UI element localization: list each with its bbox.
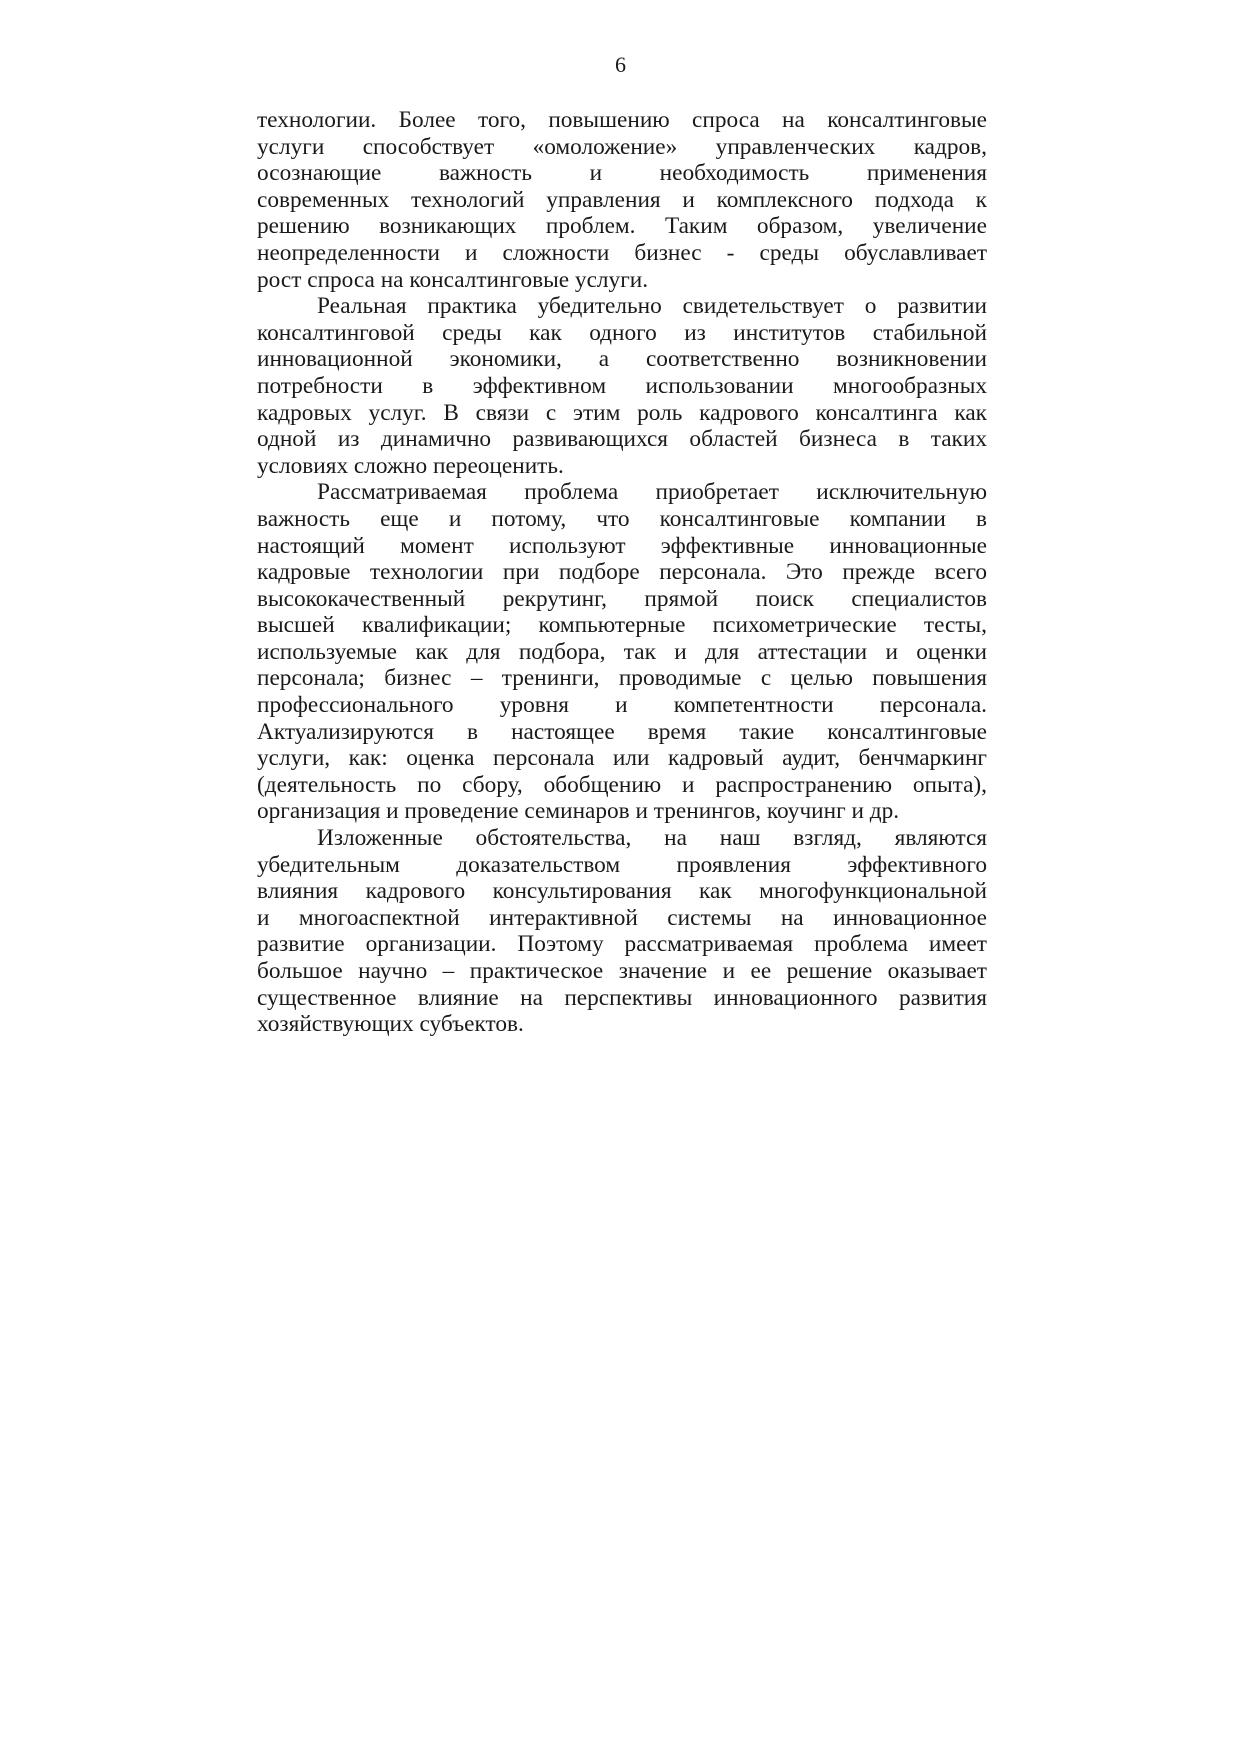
text-line: влияния кадрового консультирования как многофункциональной: [257, 878, 987, 905]
text-line: кадровых услуг. В связи с этим роль кадрового консалтинга как: [257, 399, 987, 426]
text-line: используемые как для подбора, так и для аттестации и оценки: [257, 638, 987, 665]
text-line: персонала; бизнес – тренинги, проводимые с целью повышения: [257, 665, 987, 692]
text-line: решению возникающих проблем. Таким образом, увеличение: [257, 213, 987, 240]
text-line: и многоаспектной интерактивной системы на инновационное: [257, 904, 987, 931]
text-line: условиях сложно переоценить.: [257, 452, 564, 479]
text-line: Реальная практика убедительно свидетельствует о развитии: [317, 293, 987, 320]
text-line: Актуализируются в настоящее время такие консалтинговые: [257, 718, 987, 745]
text-line: осознающие важность и необходимость применения: [257, 160, 987, 187]
paragraph-2: [257, 293, 987, 479]
text-line: высококачественный рекрутинг, прямой поиск специалистов: [257, 585, 987, 612]
paragraph-3: [257, 479, 987, 825]
text-line: настоящий момент используют эффективные инновационные: [257, 532, 987, 559]
text-line: важность еще и потому, что консалтинговые компании в: [257, 505, 987, 532]
text-line: развитие организации. Поэтому рассматриваемая проблема имеет: [257, 931, 987, 958]
text-line: консалтинговой среды как одного из институтов стабильной: [257, 319, 987, 346]
text-line: высшей квалификации; компьютерные психометрические тесты,: [257, 612, 987, 639]
text-line: потребности в эффективном использовании многообразных: [257, 372, 987, 399]
text-line: рост спроса на консалтинговые услуги.: [257, 266, 649, 293]
text-line: существенное влияние на перспективы инновационного развития: [257, 984, 987, 1011]
text-line: инновационной экономики, а соответственно возникновении: [257, 346, 987, 373]
text-line: кадровые технологии при подборе персонала. Это прежде всего: [257, 559, 987, 586]
text-line: организация и проведение семинаров и тренингов, коучинг и др.: [257, 798, 900, 825]
text-line: хозяйствующих субъектов.: [257, 1011, 524, 1038]
text-line: услуги, как: оценка персонала или кадровый аудит, бенчмаркинг: [257, 745, 987, 772]
text-line: технологии. Более того, повышению спроса на консалтинговые: [257, 107, 987, 133]
text-line: Рассматриваемая проблема приобретает исключительную: [317, 479, 987, 506]
text-line: профессионального уровня и компетентности персонала.: [257, 692, 987, 719]
text-line: услуги способствует «омоложение» управленческих кадров,: [257, 133, 987, 160]
page-number: 6: [615, 52, 626, 77]
paragraph-4: [257, 825, 987, 1038]
text-line: одной из динамично развивающихся областей бизнеса в таких: [257, 426, 987, 453]
paragraph-1: [257, 107, 987, 293]
text-line: убедительным доказательством проявления эффективного: [257, 851, 987, 878]
body-text: [257, 107, 987, 1038]
text-line: Изложенные обстоятельства, на наш взгляд, являются: [317, 825, 987, 852]
text-line: (деятельность по сбору, обобщению и распространению опыта),: [257, 771, 987, 798]
text-line: современных технологий управления и комплексного подхода к: [257, 186, 987, 213]
text-line: неопределенности и сложности бизнес - среды обуславливает: [257, 239, 987, 266]
text-line: большое научно – практическое значение и ее решение оказывает: [257, 958, 987, 984]
